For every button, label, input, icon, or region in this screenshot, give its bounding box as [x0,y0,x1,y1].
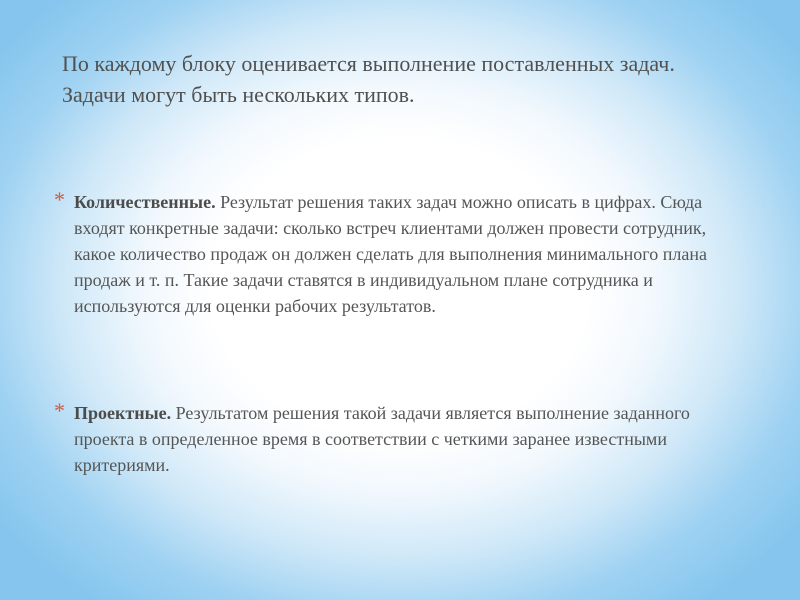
asterisk-bullet-icon: * [54,187,65,212]
bullet-term: Количественные. [74,192,216,212]
bullet-description: Результатом решения такой задачи является выполнение заданного проекта в определенное время в соответствии с четкими заранее известными критериями. [74,403,690,475]
intro-paragraph: По каждому блоку оценивается выполнение поставленных задач. Задачи могут быть нескольких типов. [62,51,675,107]
bullet-text [74,189,724,319]
bullet-quantitative [54,189,724,319]
bullet-term: Проектные. [74,403,172,423]
bullet-project [54,400,724,478]
bullet-text [74,400,724,478]
bullet-description: Результат решения таких задач можно описать в цифрах. Сюда входят конкретные задачи: сколько встреч клиентами должен провести сотрудник, какое количество продаж он должен сделать для выполнения минимального плана продаж и т. п. Такие задачи ставятся в индивидуальном плане сотрудника и используются для оценки рабочих результатов. [74,192,707,316]
asterisk-bullet-icon: * [54,398,65,423]
